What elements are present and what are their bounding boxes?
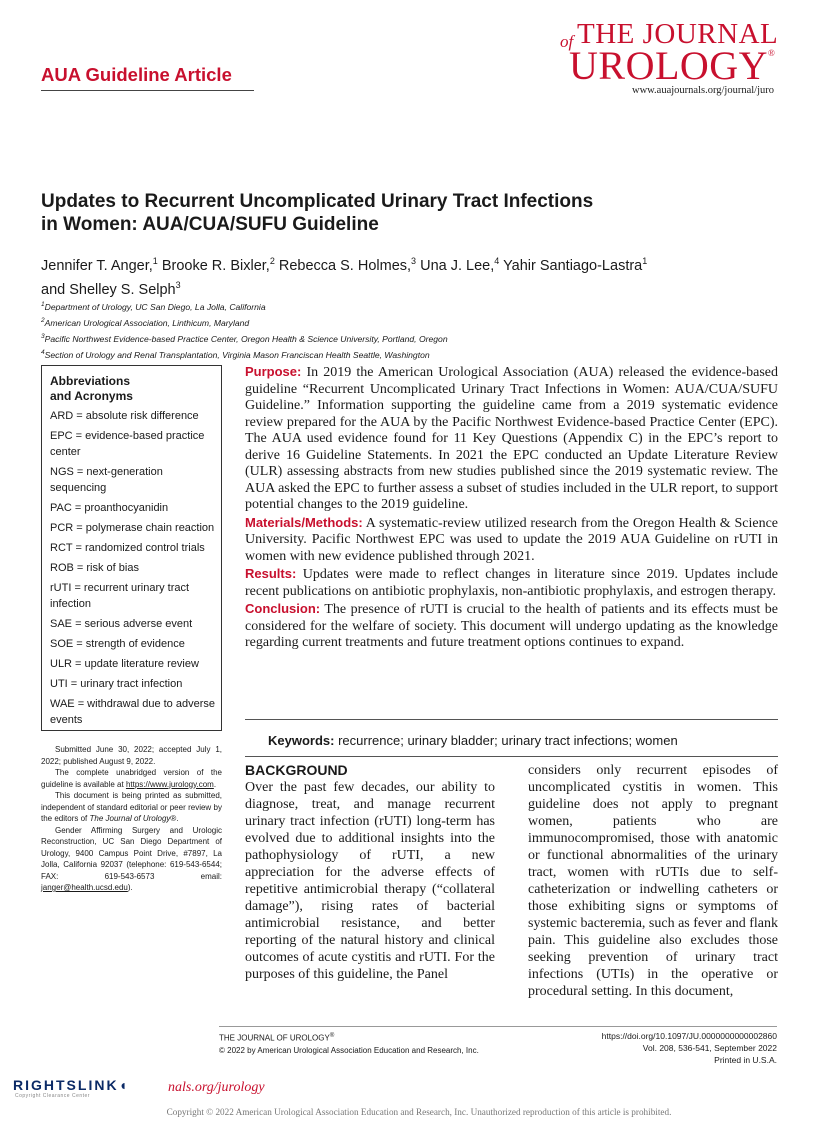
author-list [41, 252, 801, 300]
affiliation: $^2$American Urological Association, Linthicum, Maryland [41, 317, 250, 328]
logo-line2 [569, 42, 775, 89]
affiliation: $^3$Pacific Northwest Evidence-based Practice Center, Oregon Health & Science University, Portland, Oregon [41, 333, 448, 344]
correspondence: Gender Affirming Surgery and Urologic Reconstruction, UC San Diego Department of Urology, 9400 Campus Point Drive, #7897, La Jolla, California 92037 (telephone: 619-543-6544; FAX: 619-543-6573 email: janger@health.ucsd.edu). [41, 825, 222, 892]
abstract-results: Results: Updates were made to reflect changes in literature since 2019. Updates include recent publications on antibiotic prophylaxis, non-antibiotic prophylaxis, and estrogen therapy. [245, 566, 778, 599]
editorial-note: This document is being printed as submitted, independent of standard editorial or peer review by the editors of The Journal of Urology®. [41, 791, 222, 823]
author: Una J. Lee,$^4$ [420, 256, 500, 274]
keywords: Keywords: recurrence; urinary bladder; urinary tract infections; women [268, 733, 678, 748]
affiliation: $^1$Department of Urology, UC San Diego, La Jolla, California [41, 301, 266, 312]
affiliations [41, 298, 448, 362]
body-column-right [528, 762, 778, 1000]
abbreviations-heading: Abbreviations and Acronyms [50, 374, 133, 403]
author: Jennifer T. Anger,$^1$ [41, 256, 158, 274]
abbreviation-item: ULR = update literature review [50, 658, 199, 670]
guideline-availability: The complete unabridged version of the guideline is available at https://www.jurology.com. [41, 768, 222, 789]
abbreviation-item: PAC = proanthocyanidin [50, 502, 169, 514]
logo-line1: THE JOURNAL [577, 18, 779, 50]
journal-url: www.auajournals.org/journal/juro [631, 85, 774, 96]
abbreviation-item: NGS = next-generation sequencing [50, 466, 163, 494]
logo-registered: ® [768, 48, 776, 58]
journal-logo [555, 12, 780, 100]
abbreviation-item: ARD = absolute risk difference [50, 410, 199, 422]
rightslink-url[interactable]: nals.org/jurology [168, 1080, 265, 1095]
abbreviation-item: SOE = strength of evidence [50, 638, 185, 650]
rightslink-label: RIGHTSLINK [13, 1077, 119, 1093]
abbreviations-box [41, 365, 222, 731]
abstract-divider [245, 719, 778, 720]
article-type-label: AUA Guideline Article [41, 64, 232, 85]
email-link[interactable]: janger@health.ucsd.edu [41, 883, 128, 892]
affiliation: $^4$Section of Urology and Renal Transplantation, Virginia Mason Franciscan Health Seattle, Washington [41, 349, 430, 361]
article-title: Updates to Recurrent Uncomplicated Urinary Tract Infections in Women: AUA/CUA/SUFU Guideline [41, 191, 594, 235]
footer-citation [602, 1030, 777, 1066]
author: Brooke R. Bixler,$^2$ [161, 256, 275, 274]
body-text: considers only recurrent episodes of uncomplicated cystitis in women. This guideline does not apply to pregnant women, patients who are immunocompromised, those with anatomic or functional abnormalities of the urinary tract, women with rUTIs due to self-catheterization or indwelling catheters or those exhibiting signs or symptoms of systemic bacteremia, such as fever and flank pain. This guideline also excludes those seeking prevention of urinary tract infections (UTIs) in the operative or procedural setting. In this document, [528, 763, 778, 999]
abbreviation-item: EPC = evidence-based practice center [50, 430, 205, 458]
abstract-conclusion: Conclusion: The presence of rUTI is crucial to the health of patients and its effects must be considered for the welfare of society. This document will undergo updating as the knowledge regarding current treatments and future treatment options continues to expand. [245, 601, 778, 650]
footer-journal-info: THE JOURNAL OF UROLOGY® © 2022 by American Urological Association Education and Research, Inc. [219, 1033, 479, 1055]
abbreviation-item: rUTI = recurrent urinary tract infection [50, 582, 190, 610]
keywords-divider [245, 756, 778, 757]
section-heading: BACKGROUND [245, 762, 348, 778]
abstract-purpose: Purpose: In 2019 the American Urological Association (AUA) released the evidence-based guideline “Recurrent Uncomplicated Urinary Tract Infections in Women: AUA/CUA/SUFU Guideline.” Information supporting the guideline came from a 2019 systematic evidence review prepared for the AUA by the Pacific Northwest Evidence-based Practice Center (EPC). The AUA used evidence found for 11 Key Questions (Appendix C) in the EPC’s report to derive 16 Guideline Statements. In 2021 the EPC conducted an Update Literature Review (ULR) assessing abstracts from new studies published since the 2019 systematic review. The AUA asked the EPC to further assess a subset of studies included in the ULR report, to support potential changes to the 2019 guideline. [245, 364, 778, 512]
abbreviation-item: ROB = risk of bias [50, 562, 139, 574]
body-text: Over the past few decades, our ability to diagnose, treat, and manage recurrent urinary tract infection (rUTI) long-term has evolved due to additional insights into the pathophysiology of rUTI, a new appreciation for the adverse effects of repetitive antimicrobial therapy (“collateral damage”), rising rates of bacterial antimicrobial resistance, and better reporting of the natural history and clinical outcomes of acute cystitis and rUTI. For the purposes of this guideline, the Panel [245, 780, 495, 982]
printed-info: Printed in U.S.A. [714, 1055, 777, 1065]
author: and Shelley S. Selph$^3$ [41, 279, 181, 298]
abstract [245, 364, 778, 653]
abstract-methods: Materials/Methods: A systematic-review utilized research from the Oregon Health & Science University. Pacific Northwest EPC was used to update the 2019 AUA Guideline on rUTI in women with new evidence published through 2021. [245, 514, 778, 564]
logo-of-text: of [560, 32, 574, 51]
footer-divider [219, 1026, 777, 1027]
header-divider [41, 90, 254, 91]
guideline-link[interactable]: https://www.jurology.com [125, 779, 214, 789]
logo-urology: UROLOGY [569, 43, 769, 88]
abbreviation-item: WAE = withdrawal due to adverse events [50, 698, 215, 726]
body-column-left [245, 762, 495, 983]
doi-link[interactable]: https://doi.org/10.1097/JU.0000000000002860 [601, 1031, 777, 1041]
author: Rebecca S. Holmes,$^3$ [278, 256, 417, 274]
submission-dates: Submitted June 30, 2022; accepted July 1, 2022; published August 9, 2022. [41, 745, 222, 766]
abbreviation-item: PCR = polymerase chain reaction [50, 522, 215, 534]
submission-notes [41, 744, 222, 894]
rightslink-logo[interactable] [13, 1077, 178, 1099]
abbreviation-item: SAE = serious adverse event [50, 618, 193, 630]
rightslink-subtitle: Copyright Clearance Center [15, 1093, 90, 1099]
copyright-notice: Copyright © 2022 American Urological Association Education and Research, Inc. Unauthorized reproduction of this article is prohibited. [166, 1107, 672, 1117]
abbreviation-item: RCT = randomized control trials [50, 542, 205, 554]
author: Yahir Santiago-Lastra$^1$ [503, 256, 648, 274]
volume-info: Vol. 208, 536-541, September 2022 [642, 1043, 777, 1053]
rightslink-swoosh-icon: ◖ [118, 1077, 128, 1093]
abbreviation-item: UTI = urinary tract infection [50, 678, 183, 690]
